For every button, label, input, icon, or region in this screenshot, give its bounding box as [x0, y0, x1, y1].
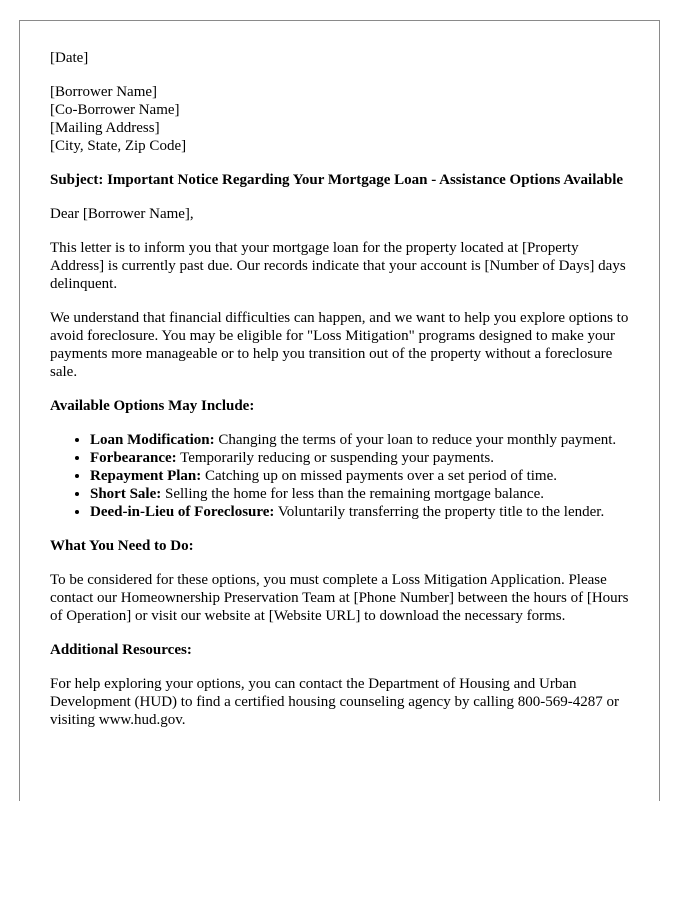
option-term: Repayment Plan: — [90, 468, 202, 484]
option-term: Short Sale: — [90, 486, 162, 502]
options-heading: Available Options May Include: — [50, 398, 255, 414]
option-term: Loan Modification: — [90, 432, 215, 448]
mailing-address: [Mailing Address] — [50, 120, 160, 136]
borrower-name: [Borrower Name] — [50, 84, 158, 100]
options-list — [50, 431, 633, 521]
letter-subject: Subject: Important Notice Regarding Your Mortgage Loan - Assistance Options Available — [50, 172, 624, 188]
resources-paragraph: For help exploring your options, you can contact the Department of Housing and Urban Development (HUD) to find a certified housing counseling agency by calling 800-569-4287 or visiting www.hud.gov. — [50, 676, 620, 728]
option-description: Selling the home for less than the remaining mortgage balance. — [161, 486, 545, 502]
recipient-address-block — [50, 83, 633, 155]
city-state-zip: [City, State, Zip Code] — [50, 138, 187, 154]
option-item — [90, 503, 633, 521]
letter-date: [Date] — [50, 50, 89, 66]
option-description: Voluntarily transferring the property title to the lender. — [274, 504, 605, 520]
option-description: Temporarily reducing or suspending your payments. — [176, 450, 494, 466]
option-term: Deed-in-Lieu of Foreclosure: — [90, 504, 275, 520]
co-borrower-name: [Co-Borrower Name] — [50, 102, 180, 118]
paragraph-past-due: This letter is to inform you that your mortgage loan for the property located at [Property Address] is currently past due. Our records indicate that your account is [Number of Days] days delinquent. — [50, 240, 626, 292]
option-item — [90, 485, 633, 503]
todo-paragraph: To be considered for these options, you must complete a Loss Mitigation Application. Please contact our Homeownership Preservation Team at [Phone Number] between the hours of [Hours of Operation] or visit our website at [Website URL] to download the necessary forms. — [50, 572, 629, 624]
paragraph-loss-mitigation: We understand that financial difficulties can happen, and we want to help you explore options to avoid foreclosure. You may be eligible for "Loss Mitigation" programs designed to make your payments more manageable or to help you transition out of the property without a foreclosure sale. — [50, 310, 629, 380]
option-description: Catching up on missed payments over a set period of time. — [201, 468, 558, 484]
letter-content — [50, 49, 633, 745]
salutation: Dear [Borrower Name], — [50, 206, 194, 222]
option-description: Changing the terms of your loan to reduce your monthly payment. — [214, 432, 617, 448]
resources-heading: Additional Resources: — [50, 642, 192, 658]
option-item — [90, 449, 633, 467]
option-term: Forbearance: — [90, 450, 177, 466]
todo-heading: What You Need to Do: — [50, 538, 194, 554]
letter-page — [19, 20, 660, 801]
option-item — [90, 431, 633, 449]
option-item — [90, 467, 633, 485]
